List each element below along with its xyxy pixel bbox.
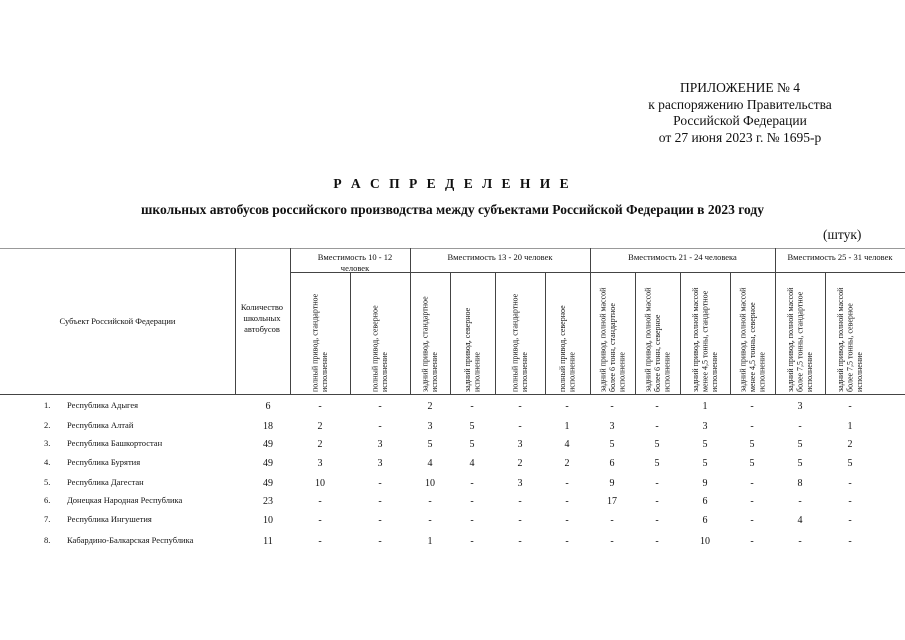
appendix-line-1: ПРИЛОЖЕНИЕ № 4	[679, 80, 801, 95]
cell-value: -	[378, 515, 382, 526]
column-header-2: полный привод, северное исполнение	[370, 305, 389, 392]
cell-value: -	[750, 401, 754, 412]
cell-value: 3	[517, 439, 523, 450]
group-header-25-31: Вместимость 25 - 31 человек	[787, 252, 893, 262]
divider	[495, 272, 496, 395]
subject-name: Республика Башкортостан	[67, 438, 163, 448]
header-top-rule	[0, 248, 905, 249]
cell-value: -	[848, 478, 852, 489]
divider	[410, 248, 411, 395]
cell-value: 2	[564, 458, 570, 469]
cell-value: -	[655, 401, 659, 412]
table-row	[0, 514, 905, 533]
document-title: Р А С П Р Е Д Е Л Е Н И Е	[333, 176, 572, 191]
cell-value: 5	[654, 439, 660, 450]
cell-value: -	[750, 536, 754, 547]
table-header	[0, 248, 905, 395]
cell-value: -	[565, 515, 569, 526]
cell-value: -	[655, 536, 659, 547]
document-subtitle: школьных автобусов российского производства между субъектами Российской Федерации в 2023 году	[141, 202, 764, 217]
subject-name: Кабардино-Балкарская Республика	[67, 535, 194, 545]
subject-name: Республика Бурятия	[67, 457, 141, 467]
cell-value: -	[565, 478, 569, 489]
divider	[450, 272, 451, 395]
table-row	[0, 495, 905, 514]
cell-value: -	[318, 496, 322, 507]
column-header-4: задний привод, северное исполнение	[463, 307, 482, 392]
cell-value: 3	[797, 401, 803, 412]
table-row	[0, 457, 905, 476]
divider	[290, 248, 291, 395]
divider	[775, 248, 776, 395]
cell-value: 4	[797, 515, 803, 526]
cell-value: 1	[847, 421, 853, 432]
cell-value: 1	[427, 536, 433, 547]
cell-value: -	[610, 515, 614, 526]
cell-value: 2	[517, 458, 523, 469]
subject-name: Донецкая Народная Республика	[67, 495, 183, 505]
cell-value: 10	[700, 536, 710, 547]
group-header-13-20: Вместимость 13 - 20 человек	[447, 252, 553, 262]
cell-value: 5	[469, 439, 475, 450]
cell-value: -	[378, 496, 382, 507]
cell-value: 6	[609, 458, 615, 469]
cell-value: -	[518, 401, 522, 412]
cell-value: -	[610, 536, 614, 547]
cell-value: 8	[797, 478, 803, 489]
column-header-10: задний привод, полной массой менее 4,5 тонны, северное исполнение	[738, 287, 767, 392]
cell-value: -	[318, 401, 322, 412]
divider	[635, 272, 636, 395]
row-number: 8.	[44, 535, 51, 545]
subject-column-header: Субъект Российской Федерации	[59, 316, 176, 326]
cell-value: 10	[425, 478, 435, 489]
units-label: (штук)	[823, 227, 862, 242]
cell-value: -	[470, 515, 474, 526]
column-header-11: задний привод, полной массой более 7,5 тонны, стандартное исполнение	[785, 287, 814, 392]
subject-name: Республика Ингушетия	[67, 514, 152, 524]
subject-name: Республика Дагестан	[67, 477, 144, 487]
cell-value: 3	[609, 421, 615, 432]
cell-value: 5	[654, 458, 660, 469]
cell-value: -	[518, 421, 522, 432]
bus-quantity: 11	[263, 536, 273, 547]
appendix-line-4: от 27 июня 2023 г. № 1695-р	[658, 129, 822, 145]
cell-value: -	[378, 478, 382, 489]
bus-quantity: 6	[265, 401, 271, 412]
subject-name: Республика Адыгея	[67, 400, 139, 410]
cell-value: -	[655, 496, 659, 507]
row-number: 3.	[44, 438, 51, 448]
group-header-10-12: Вместимость 10 - 12 человек	[317, 252, 393, 273]
cell-value: -	[470, 496, 474, 507]
cell-value: 3	[517, 478, 523, 489]
cell-value: 3	[377, 439, 383, 450]
table-row	[0, 535, 905, 554]
appendix-line-2: к распоряжению Правительства	[648, 96, 832, 112]
cell-value: 2	[317, 421, 323, 432]
cell-value: -	[750, 496, 754, 507]
cell-value: 4	[427, 458, 433, 469]
cell-value: 5	[847, 458, 853, 469]
cell-value: -	[565, 536, 569, 547]
cell-value: 5	[797, 458, 803, 469]
cell-value: -	[518, 536, 522, 547]
cell-value: -	[848, 496, 852, 507]
table-row	[0, 477, 905, 496]
column-header-9: задний привод, полной массой менее 4,5 тонны, стандартное исполнение	[690, 287, 719, 392]
cell-value: 5	[749, 458, 755, 469]
divider	[590, 248, 591, 395]
bus-quantity: 49	[263, 458, 273, 469]
cell-value: -	[565, 401, 569, 412]
cell-value: -	[750, 515, 754, 526]
cell-value: -	[565, 496, 569, 507]
bus-quantity: 18	[263, 421, 273, 432]
subject-name: Республика Алтай	[67, 420, 134, 430]
cell-value: 2	[847, 439, 853, 450]
quantity-column-header: Количество школьных автобусов	[240, 302, 284, 334]
cell-value: 10	[315, 478, 325, 489]
divider	[825, 272, 826, 395]
divider	[350, 272, 351, 395]
cell-value: 3	[317, 458, 323, 469]
cell-value: 9	[609, 478, 615, 489]
cell-value: -	[318, 536, 322, 547]
cell-value: -	[798, 496, 802, 507]
header-bottom-rule	[0, 394, 905, 395]
cell-value: -	[848, 536, 852, 547]
cell-value: -	[655, 478, 659, 489]
cell-value: -	[750, 478, 754, 489]
cell-value: 9	[702, 478, 708, 489]
cell-value: -	[378, 401, 382, 412]
cell-value: -	[848, 401, 852, 412]
bus-quantity: 49	[263, 478, 273, 489]
cell-value: 5	[427, 439, 433, 450]
cell-value: -	[428, 496, 432, 507]
cell-value: 5	[702, 439, 708, 450]
appendix-block	[560, 80, 905, 146]
column-header-1: полный привод, стандартное исполнение	[310, 293, 329, 392]
cell-value: 2	[317, 439, 323, 450]
cell-value: 3	[702, 421, 708, 432]
cell-value: 17	[607, 496, 617, 507]
column-header-12: задний привод, полной массой более 7,5 тонны, северное исполнение	[835, 287, 864, 392]
divider	[730, 272, 731, 395]
row-number: 7.	[44, 514, 51, 524]
column-header-7: задний привод, полной массой более 6 тонн, стандартное исполнение	[598, 287, 627, 392]
bus-quantity: 23	[263, 496, 273, 507]
cell-value: -	[378, 421, 382, 432]
row-number: 4.	[44, 457, 51, 467]
group-header-21-24: Вместимость 21 - 24 человека	[628, 252, 737, 262]
cell-value: -	[798, 536, 802, 547]
column-header-6: полный привод, северное исполнение	[558, 305, 577, 392]
cell-value: 2	[427, 401, 433, 412]
row-number: 6.	[44, 495, 51, 505]
divider	[545, 272, 546, 395]
appendix-line-3: Российской Федерации	[673, 113, 807, 128]
table-row	[0, 420, 905, 439]
cell-value: -	[470, 401, 474, 412]
cell-value: -	[750, 421, 754, 432]
row-number: 2.	[44, 420, 51, 430]
cell-value: 5	[749, 439, 755, 450]
bus-quantity: 10	[263, 515, 273, 526]
cell-value: 4	[564, 439, 570, 450]
cell-value: 3	[377, 458, 383, 469]
cell-value: -	[798, 421, 802, 432]
cell-value: 1	[564, 421, 570, 432]
cell-value: 6	[702, 515, 708, 526]
column-header-5: полный привод, стандартное исполнение	[510, 293, 529, 392]
cell-value: -	[518, 496, 522, 507]
bus-quantity: 49	[263, 439, 273, 450]
cell-value: 5	[702, 458, 708, 469]
column-header-8: задний привод, полной массой более 6 тонн, северное исполнение	[643, 287, 672, 392]
cell-value: -	[428, 515, 432, 526]
cell-value: -	[378, 536, 382, 547]
cell-value: 5	[469, 421, 475, 432]
cell-value: -	[848, 515, 852, 526]
cell-value: 1	[702, 401, 708, 412]
cell-value: 4	[469, 458, 475, 469]
row-number: 5.	[44, 477, 51, 487]
table-row	[0, 400, 905, 419]
cell-value: -	[470, 478, 474, 489]
cell-value: 6	[702, 496, 708, 507]
divider	[680, 272, 681, 395]
cell-value: -	[610, 401, 614, 412]
cell-value: -	[655, 421, 659, 432]
cell-value: -	[470, 536, 474, 547]
cell-value: -	[518, 515, 522, 526]
cell-value: -	[318, 515, 322, 526]
table-row	[0, 438, 905, 457]
cell-value: 5	[797, 439, 803, 450]
cell-value: 3	[427, 421, 433, 432]
cell-value: 5	[609, 439, 615, 450]
column-header-3: задний привод, стандартное исполнение	[420, 296, 439, 392]
cell-value: -	[655, 515, 659, 526]
row-number: 1.	[44, 400, 51, 410]
